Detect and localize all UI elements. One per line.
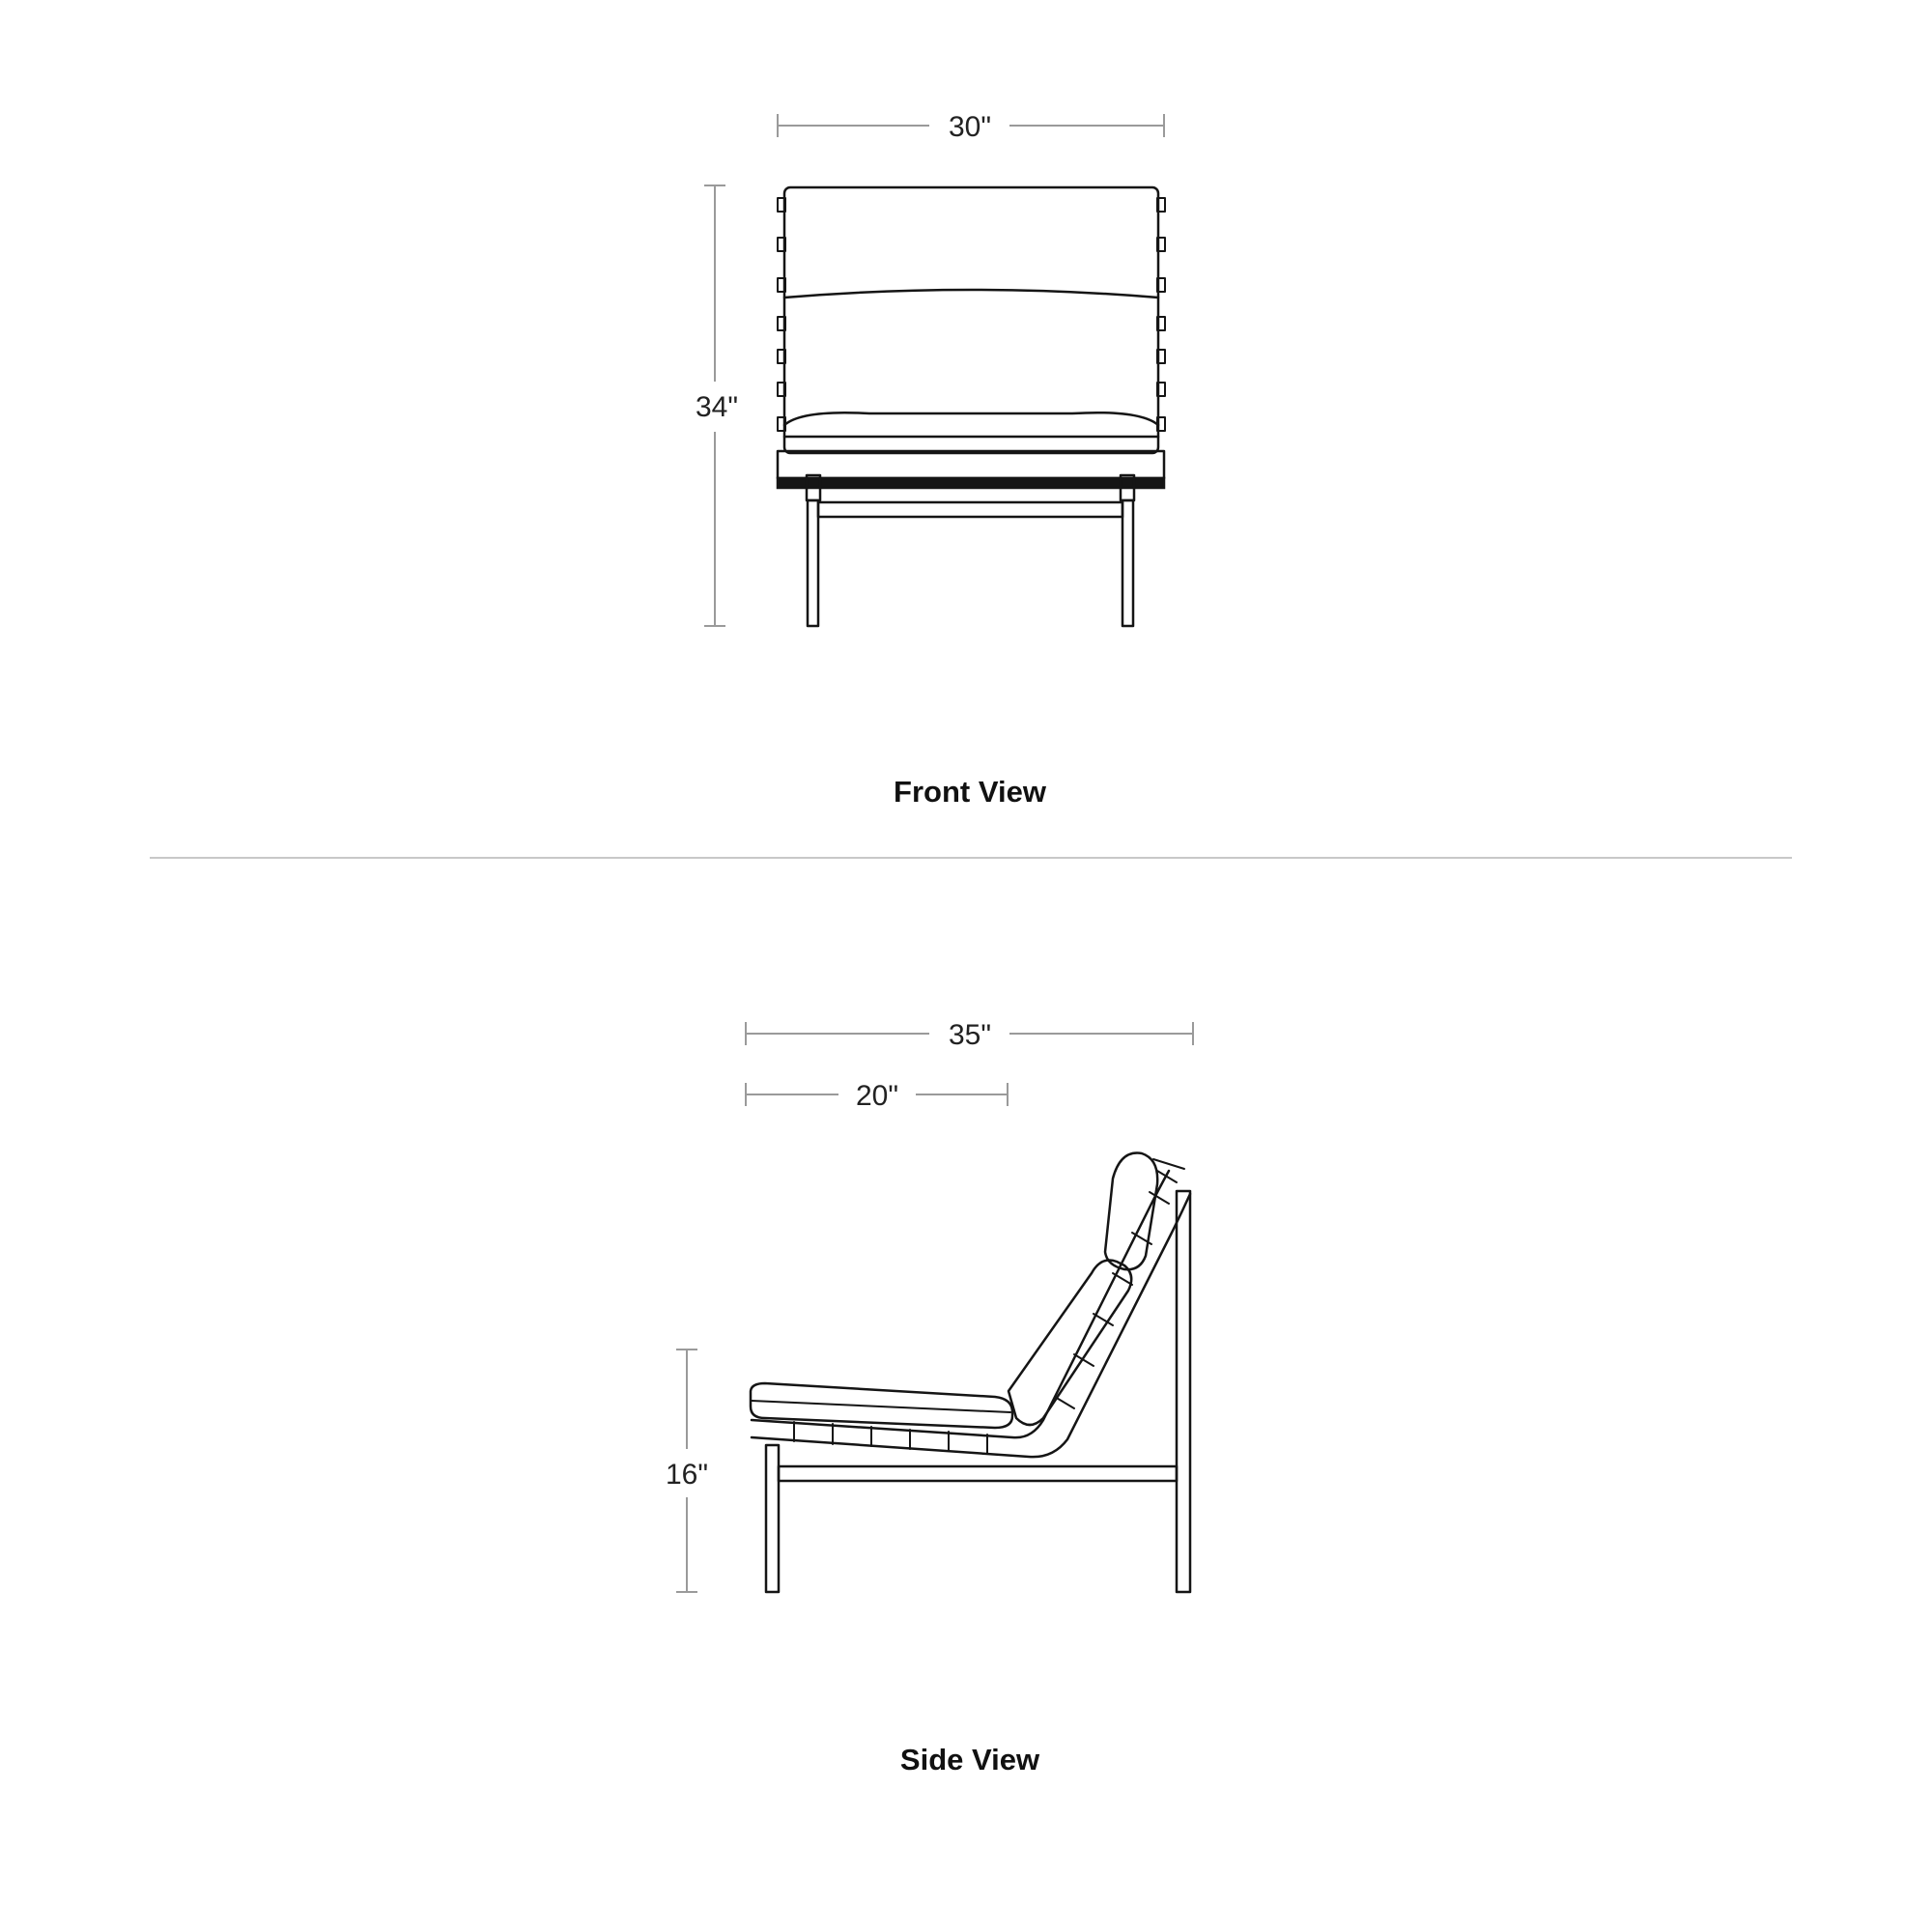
front-width-dimension bbox=[778, 111, 1164, 143]
front-height-dimension bbox=[696, 185, 738, 626]
side-depth-dimension bbox=[746, 1019, 1193, 1051]
side-view bbox=[666, 1019, 1193, 1776]
side-seat-depth-label: 20" bbox=[855, 1080, 899, 1112]
chair-front-drawing bbox=[778, 187, 1165, 626]
side-seat-depth-dimension bbox=[746, 1080, 1008, 1112]
side-seat-height-label: 16" bbox=[665, 1459, 709, 1491]
chair-side-drawing bbox=[751, 1153, 1190, 1592]
side-depth-label: 35" bbox=[948, 1019, 992, 1051]
side-seat-height-dimension bbox=[666, 1350, 708, 1592]
front-view bbox=[696, 111, 1165, 809]
side-view-title: Side View bbox=[899, 1743, 1040, 1776]
front-view-title: Front View bbox=[894, 775, 1046, 809]
front-width-label: 30" bbox=[948, 111, 992, 143]
front-height-label: 34" bbox=[695, 391, 739, 423]
